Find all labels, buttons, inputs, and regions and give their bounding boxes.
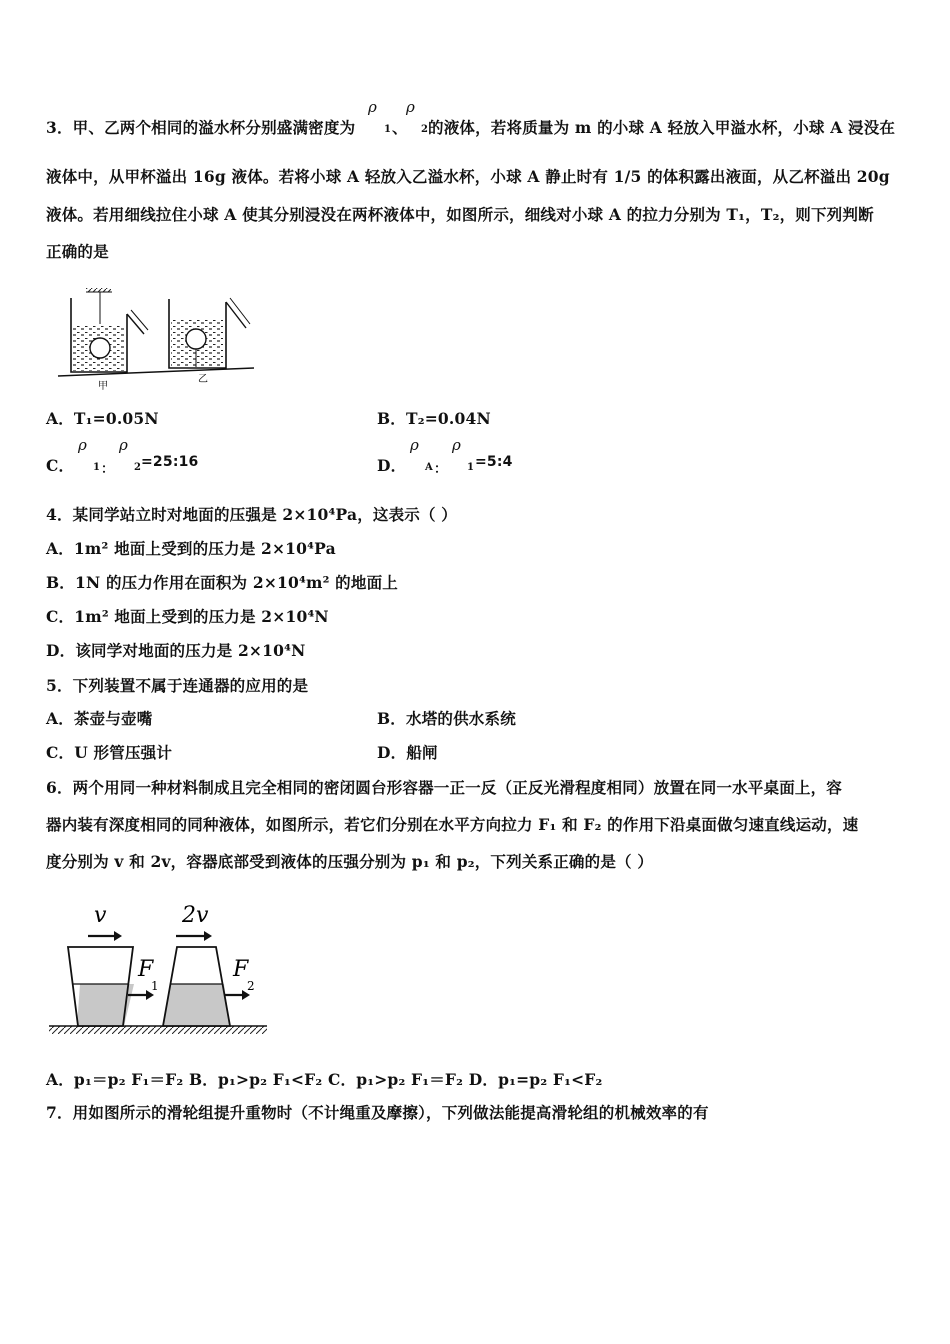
q6-line3: 度分别为 v 和 2v，容器底部受到液体的压强分别为 p₁ 和 p₂，下列关系正确的是（ ） (46, 852, 654, 871)
force-f1-letter: F (138, 957, 154, 982)
q3-separator: 、 (392, 118, 408, 137)
rho-symbol: ρ (368, 98, 377, 116)
arrow-2v (204, 931, 212, 941)
option-d-subA: A (425, 462, 433, 473)
ball-b (186, 329, 206, 349)
q3-option-d-label: D． (377, 456, 407, 475)
option-c-colon: ： (101, 462, 115, 477)
option-d-colon: ： (434, 462, 448, 477)
option-c-value: =25:16 (141, 454, 199, 470)
option-d-value: =5:4 (475, 454, 513, 470)
liquid-right (163, 984, 230, 1026)
q5-option-c: C．U 形管压强计 (46, 743, 173, 762)
q5-option-b: B．水塔的供水系统 (377, 709, 516, 728)
rho-symbol-d2: ρ (452, 436, 461, 454)
q6-line1: 6．两个用同一种材料制成且完全相同的密闭圆台形容器一正一反（正反光滑程度相同）放置在同一水平桌面上，容 (46, 778, 842, 797)
q4-option-d: D．该同学对地面的压力是 2×10⁴N (46, 641, 306, 660)
rho-symbol-d1: ρ (410, 436, 419, 454)
rho-symbol-c1: ρ (78, 436, 87, 454)
q5-stem: 5．下列装置不属于连通器的应用的是 (46, 676, 309, 695)
q4-option-c: C．1m² 地面上受到的压力是 2×10⁴N (46, 607, 329, 626)
fig-label-b: 乙 (198, 374, 208, 385)
ball-a (90, 338, 110, 358)
force-f2-letter: F (233, 957, 249, 982)
option-d-sub1: 1 (467, 462, 474, 473)
q4-stem: 4．某同学站立时对地面的压强是 2×10⁴Pa，这表示（ ） (46, 505, 457, 524)
q7-stem: 7．用如图所示的滑轮组提升重物时（不计绳重及摩擦），下列做法能提高滑轮组的机械效率的有 (46, 1103, 709, 1122)
force-f1-index: 1 (151, 979, 159, 993)
velocity-2v: 2v (182, 903, 209, 928)
q5-option-a: A．茶壶与壶嘴 (46, 709, 153, 728)
arrow-v (114, 931, 122, 941)
q3-line3: 液体。若用细线拉住小球 A 使其分别浸没在两杯液体中，如图所示，细线对小球 A 的拉力分别为 T₁，T₂，则下列判断 (46, 205, 874, 224)
q3-line2: 液体中，从甲杯溢出 16g 液体。若将小球 A 轻放入乙溢水杯，小球 A 静止时有 1/5 的体积露出液面，从乙杯溢出 20g (46, 167, 890, 186)
option-c-sub2: 2 (134, 462, 141, 473)
q3-option-b: B．T₂=0.04N (377, 409, 491, 428)
q3-figure (56, 284, 261, 394)
q3-stem-prefix: 3．甲、乙两个相同的溢水杯分别盛满密度为 (46, 118, 356, 137)
q3-option-c-label: C． (46, 456, 75, 475)
velocity-v: v (94, 903, 107, 928)
q3-stem-rest: 的液体，若将质量为 m 的小球 A 轻放入甲溢水杯，小球 A 浸没在 (428, 118, 896, 137)
q6-line2: 器内装有深度相同的同种液体，如图所示，若它们分别在水平方向拉力 F₁ 和 F₂ 的作用下沿桌面做匀速直线运动，速 (46, 815, 859, 834)
rho-symbol-2: ρ (406, 98, 415, 116)
rho-symbol-c2: ρ (119, 436, 128, 454)
q6-options: A．p₁＝p₂ F₁＝F₂ B．p₁>p₂ F₁<F₂ C．p₁>p₂ F₁＝F₂ D．p₁=p₂ F₁<F₂ (46, 1070, 603, 1089)
rho-sub-2: 2 (421, 124, 428, 135)
option-c-sub1: 1 (93, 462, 100, 473)
q5-option-d: D．船闸 (377, 743, 438, 762)
fig-label-a: 甲 (98, 381, 108, 392)
ceiling-hatch (86, 288, 111, 292)
q3-line4: 正确的是 (46, 242, 109, 261)
table-hatch (49, 1026, 267, 1034)
q4-option-b: B．1N 的压力作用在面积为 2×10⁴m² 的地面上 (46, 573, 398, 592)
q3-option-a: A．T₁=0.05N (46, 409, 159, 428)
rho-sub-1: 1 (384, 124, 391, 135)
force-f2-index: 2 (247, 979, 255, 993)
q6-figure (46, 890, 271, 1040)
q4-option-a: A．1m² 地面上受到的压力是 2×10⁴Pa (46, 539, 336, 558)
